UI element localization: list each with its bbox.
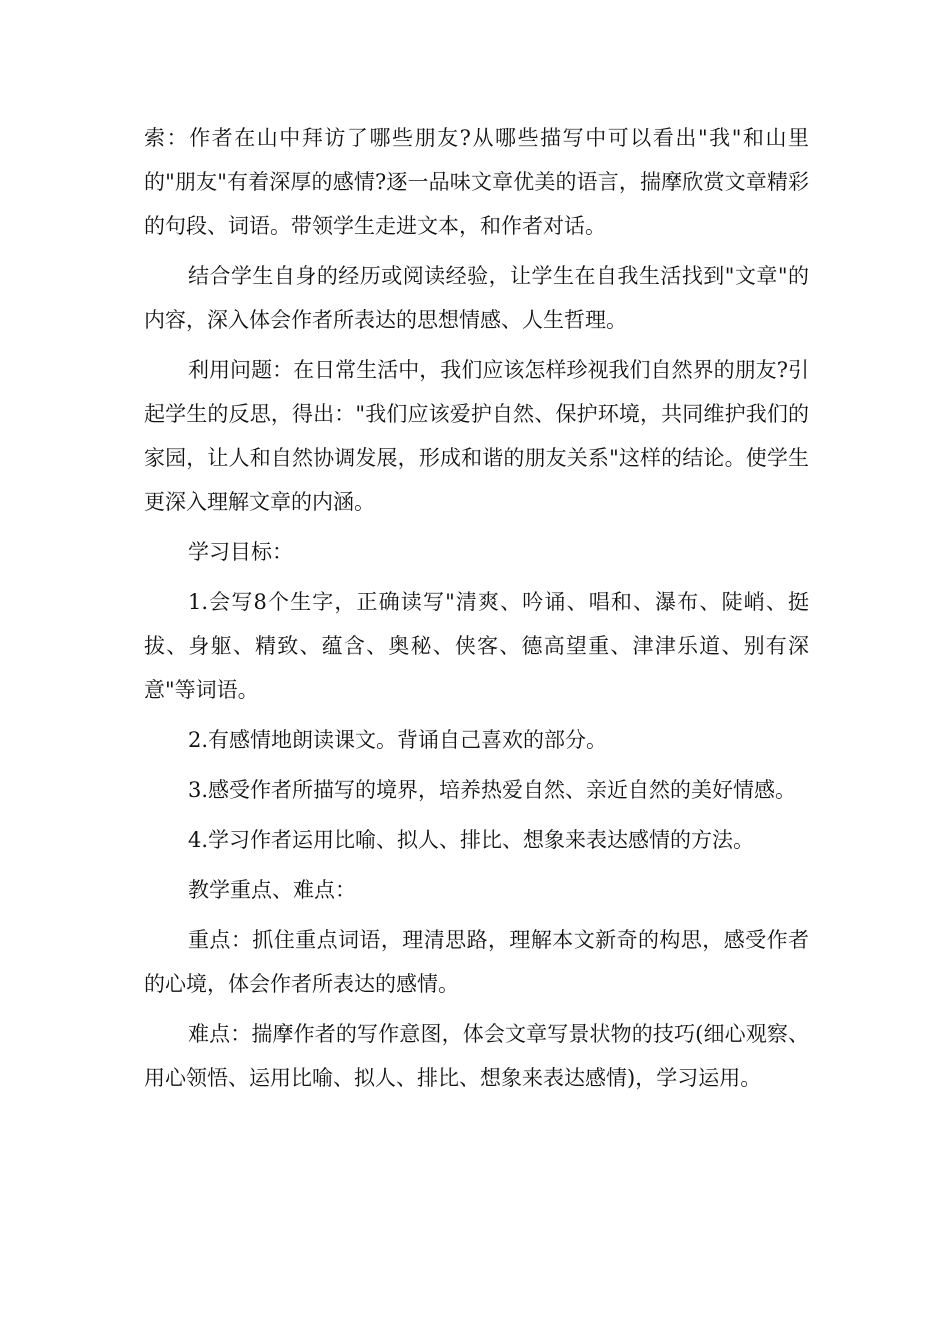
goal-item-1: 1.会写8个生字，正确读写"清爽、吟诵、唱和、瀑布、陡峭、挺拔、身躯、精致、蕴含、奥秘、侠客、德高望重、津津乐道、别有深意"等词语。 [144,590,809,702]
paragraph-3: 利用问题：在日常生活中，我们应该怎样珍视我们自然界的朋友?引起学生的反思，得出："我们应该爱护自然、保护环境，共同维护我们的家园，让人和自然协调发展，形成和谐的朋友关系"这样的结论。使学生更深入理解文章的内涵。 [144,358,809,514]
section-heading-learning-goals: 学习目标： [188,540,293,564]
paragraph-1: 索：作者在山中拜访了哪些朋友?从哪些描写中可以看出"我"和山里的"朋友"有着深厚的感情?逐一品味文章优美的语言，揣摩欣赏文章精彩的句段、词语。带领学生走进文本，和作者对话。 [144,126,809,238]
paragraph-2: 结合学生自身的经历或阅读经验，让学生在自我生活找到"文章"的内容，深入体会作者所表达的思想情感、人生哲理。 [144,264,809,332]
key-point-paragraph: 重点：抓住重点词语，理清思路，理解本文新奇的构思，感受作者的心境，体会作者所表达的感情。 [144,928,809,996]
section-heading-key-points: 教学重点、难点： [188,878,356,902]
goal-item-2: 2.有感情地朗读课文。背诵自己喜欢的部分。 [188,728,608,752]
goal-item-4: 4.学习作者运用比喻、拟人、排比、想象来表达感情的方法。 [188,828,755,852]
goal-item-3: 3.感受作者所描写的境界，培养热爱自然、亲近自然的美好情感。 [188,778,797,802]
document-body [144,116,809,1106]
difficult-point-paragraph: 难点：揣摩作者的写作意图，体会文章写景状物的技巧(细心观察、用心领悟、运用比喻、拟人、排比、想象来表达感情)，学习运用。 [144,1022,809,1090]
